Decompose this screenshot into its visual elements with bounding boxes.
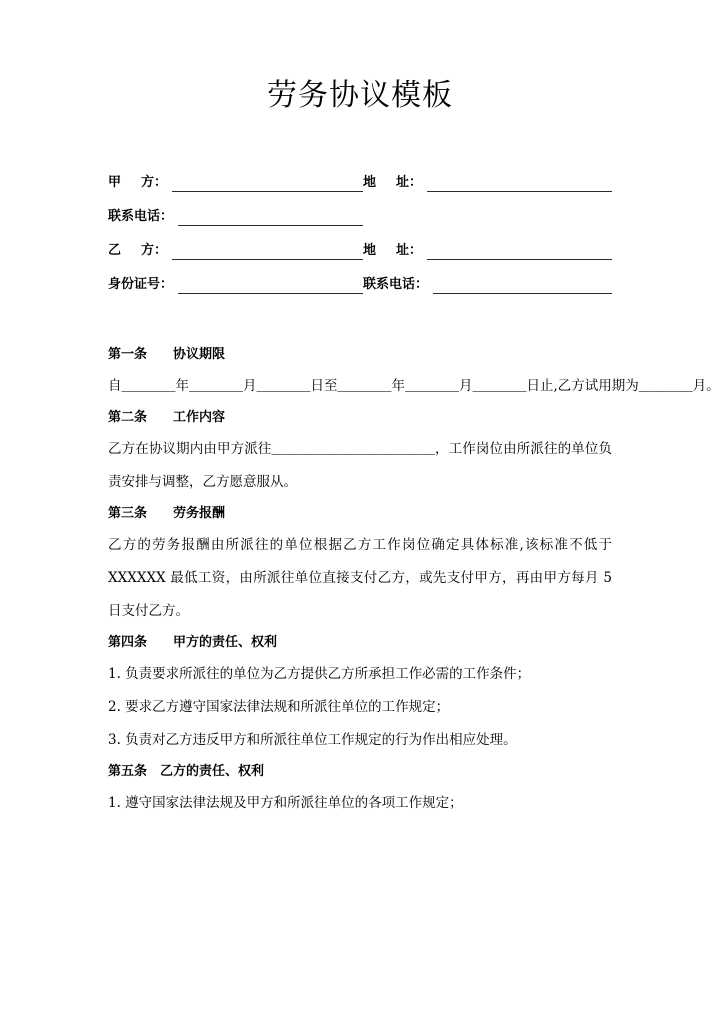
field-id-number <box>108 276 363 294</box>
articles-section <box>108 340 720 820</box>
article-3-heading: 第三条 劳务报酬 <box>108 506 226 521</box>
article-3-paragraph: 乙方的劳务报酬由所派往的单位根据乙方工作岗位确定具体标准,该标准不低于XXXXXX 最低工资，由所派往单位直接支付乙方，或先支付甲方，再由甲方每月 5 日支付乙方。 <box>108 537 612 619</box>
article-1-paragraph: 自＿＿＿＿年＿＿＿＿月＿＿＿＿日至＿＿＿＿年＿＿＿＿月＿＿＿＿日止,乙方试用期为＿＿＿＿月。 <box>108 378 720 394</box>
article-2 <box>108 403 612 499</box>
article-4-item-3: 3. 负责对乙方违反甲方和所派往单位工作规定的行为作出相应处理。 <box>108 732 517 748</box>
colon-icon: ： <box>409 243 423 258</box>
article-5-item-1: 1. 遵守国家法律法规及甲方和所派往单位的各项工作规定； <box>108 795 463 811</box>
address-a-input[interactable] <box>427 177 612 192</box>
article-1-body <box>108 370 720 403</box>
article-4-body <box>108 658 612 757</box>
id-number-input[interactable] <box>178 279 363 294</box>
colon-icon: ： <box>415 277 429 292</box>
article-2-paragraph: 乙方在协议期内由甲方派往＿＿＿＿＿＿＿＿＿＿＿＿，工作岗位由所派往的单位负责安排与调整，乙方愿意服从。 <box>108 441 612 490</box>
colon-icon: ： <box>160 277 174 292</box>
article-5-heading: 第五条 乙方的责任、权利 <box>108 764 265 779</box>
article-3 <box>108 499 612 628</box>
article-5 <box>108 757 612 820</box>
field-label-party-b: 乙 方 <box>108 243 154 258</box>
form-row <box>108 192 612 226</box>
party-a-input[interactable] <box>172 177 363 192</box>
field-party-b <box>108 242 363 260</box>
form-row <box>108 226 612 260</box>
article-5-body <box>108 787 612 820</box>
article-1 <box>108 340 720 403</box>
colon-icon: ： <box>409 175 423 190</box>
colon-icon: ： <box>160 209 174 224</box>
article-2-body <box>108 433 612 499</box>
field-address-a <box>363 174 612 192</box>
field-label-address-a: 地 址 <box>363 175 409 190</box>
form-row <box>108 260 612 294</box>
field-address-b <box>363 242 612 260</box>
article-1-heading: 第一条 协议期限 <box>108 347 226 362</box>
phone-a-input[interactable] <box>178 211 363 226</box>
field-label-party-a: 甲 方 <box>108 175 154 190</box>
field-label-address-b: 地 址 <box>363 243 409 258</box>
colon-icon: ： <box>154 243 168 258</box>
field-label-phone-a: 联系电话 <box>108 209 161 224</box>
party-form <box>108 158 612 294</box>
article-4-item-1: 1. 负责要求所派往的单位为乙方提供乙方所承担工作必需的工作条件； <box>108 666 531 682</box>
field-phone-a <box>108 208 363 226</box>
article-4 <box>108 628 612 757</box>
article-4-heading: 第四条 甲方的责任、权利 <box>108 635 278 650</box>
phone-b-input[interactable] <box>433 279 612 294</box>
page-title: 劳务协议模板 <box>267 78 453 113</box>
article-2-heading: 第二条 工作内容 <box>108 410 226 425</box>
article-3-body <box>108 529 612 628</box>
field-label-id-number: 身份证号 <box>108 277 161 292</box>
party-b-input[interactable] <box>172 245 363 260</box>
form-row <box>108 158 612 192</box>
article-4-item-2: 2. 要求乙方遵守国家法律法规和所派往单位的工作规定； <box>108 699 450 715</box>
field-party-a <box>108 174 363 192</box>
colon-icon: ： <box>154 175 168 190</box>
field-label-phone-b: 联系电话 <box>363 277 416 292</box>
field-phone-b <box>363 276 612 294</box>
address-b-input[interactable] <box>427 245 612 260</box>
